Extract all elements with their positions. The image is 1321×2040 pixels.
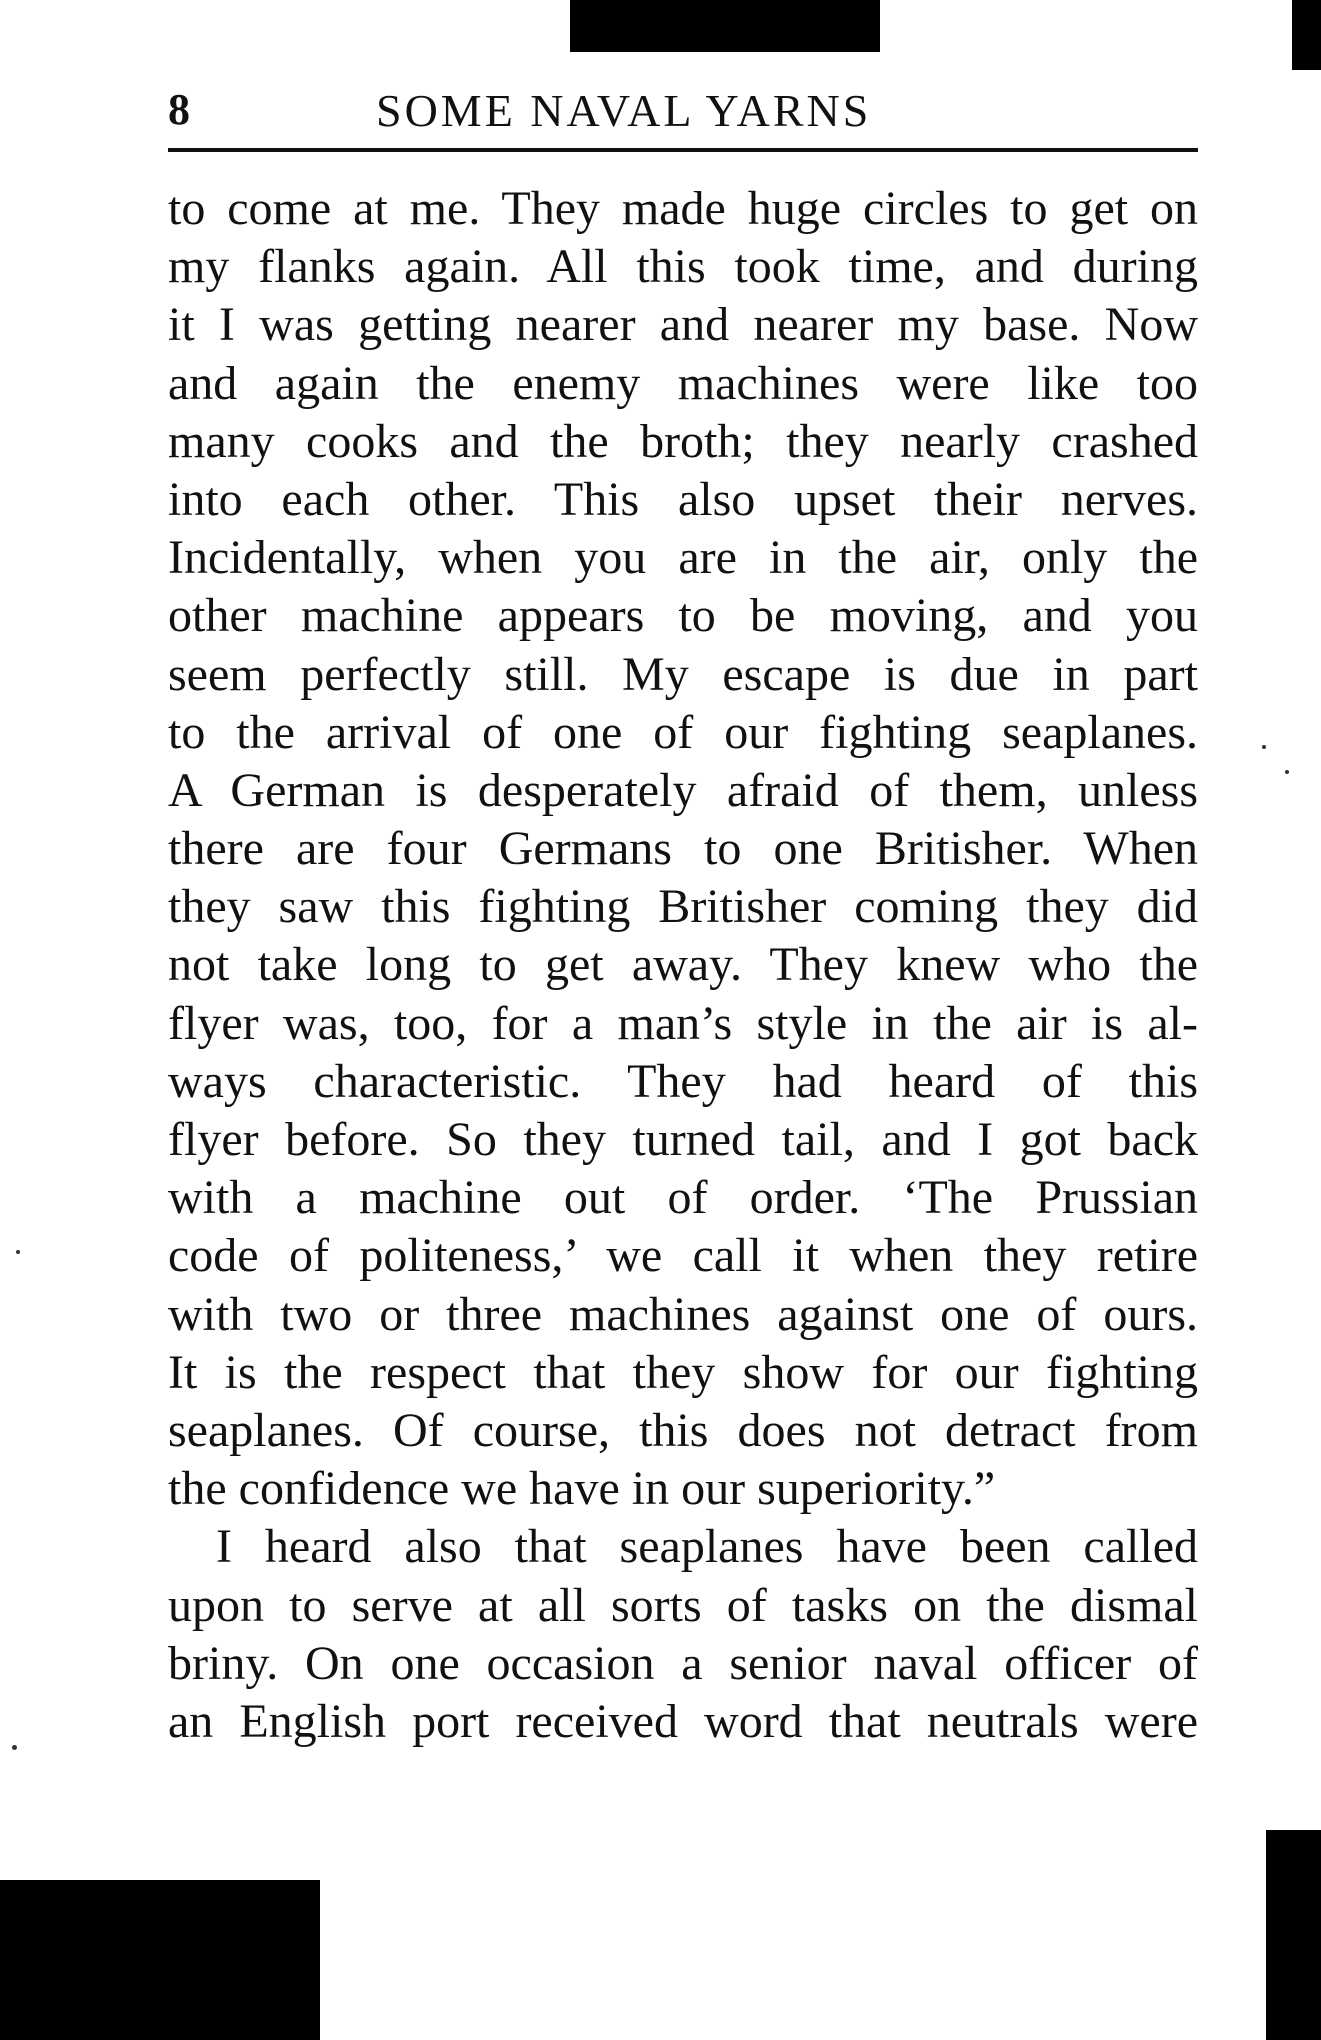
text-line: seem perfectly still. My escape is due in part (168, 647, 1198, 701)
text-line: and again the enemy machines were like too (168, 356, 1198, 410)
text-line: flyer was, too, for a man’s style in the air is al- (168, 996, 1198, 1050)
scan-artifact-right-top (1292, 0, 1321, 70)
scan-speck (1262, 745, 1266, 749)
text-line: with a machine out of order. ‘The Prussian (168, 1171, 1198, 1225)
text-line: A German is desperately afraid of them, unless (168, 763, 1198, 817)
text-line: with two or three machines against one of ours. (168, 1287, 1198, 1341)
scan-speck (1285, 770, 1289, 774)
paragraph-start-line: I heard also that seaplanes have been called (216, 1520, 1198, 1574)
scan-artifact-top (570, 0, 880, 52)
text-line: into each other. This also upset their nerves. (168, 472, 1198, 526)
text-line: not take long to get away. They knew who the (168, 938, 1198, 992)
text-line: It is the respect that they show for our fighting (168, 1345, 1198, 1399)
text-line: briny. On one occasion a senior naval officer of (168, 1636, 1198, 1690)
body-text (168, 180, 1198, 1751)
scan-speck (12, 1745, 17, 1750)
text-line: seaplanes. Of course, this does not detract from (168, 1403, 1198, 1457)
text-line: to the arrival of one of our fighting seaplanes. (168, 705, 1198, 759)
scan-artifact-bottom-right (1266, 1830, 1321, 2040)
page-number: 8 (168, 85, 190, 134)
text-line: they saw this fighting Britisher coming they did (168, 880, 1198, 934)
text-line: to come at me. They made huge circles to get on (168, 182, 1198, 235)
scan-speck (16, 1250, 20, 1254)
text-line: my flanks again. All this took time, and during (168, 240, 1198, 294)
text-line: Incidentally, when you are in the air, only the (168, 531, 1198, 585)
running-title: SOME NAVAL YARNS (376, 85, 872, 136)
page-header (168, 78, 1198, 152)
text-line: many cooks and the broth; they nearly crashed (168, 414, 1198, 468)
text-line: flyer before. So they turned tail, and I got back (168, 1113, 1198, 1166)
text-line: an English port received word that neutrals were (168, 1694, 1198, 1748)
paragraph-end-line: the confidence we have in our superiority.” (168, 1462, 996, 1516)
text-line: code of politeness,’ we call it when they retire (168, 1229, 1198, 1283)
scan-artifact-bottom-left (0, 1880, 320, 2040)
text-line: ways characteristic. They had heard of this (168, 1054, 1198, 1108)
text-line: upon to serve at all sorts of tasks on the dismal (168, 1578, 1198, 1632)
text-line: there are four Germans to one Britisher. When (168, 822, 1198, 876)
text-line: it I was getting nearer and nearer my base. Now (168, 298, 1198, 352)
text-line: other machine appears to be moving, and you (168, 589, 1198, 643)
